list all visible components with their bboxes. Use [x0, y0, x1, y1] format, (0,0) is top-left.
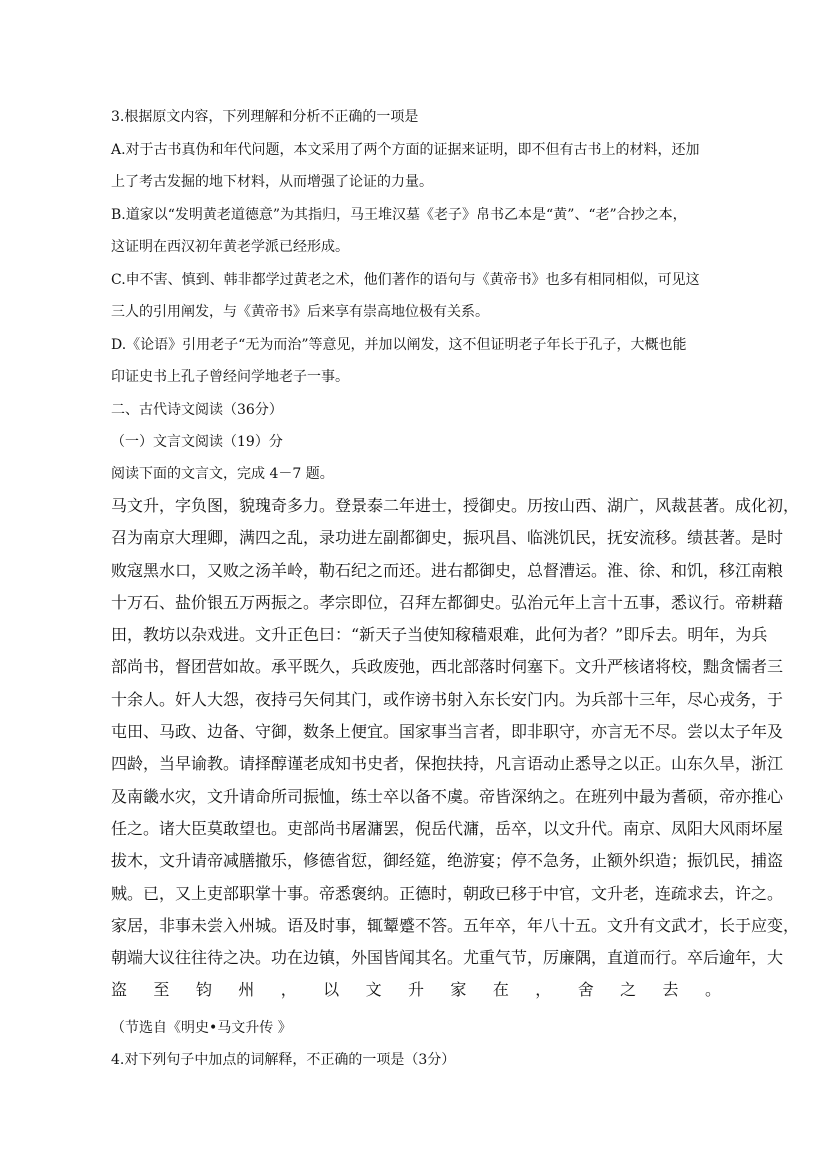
passage-line: 盗至钧州，以文升家在，舍之去。	[111, 980, 721, 1000]
reading-instruction: 阅读下面的文言文，完成 4－7 题。	[111, 466, 334, 482]
passage-line: 朝端大议往往待之决。功在边镇，外国皆闻其名。尤重气节，厉廉隅，直道而行。卒后逾年，大	[111, 948, 784, 968]
passage-line: 田，教坊以杂戏进。文升正色曰：“新天子当使知稼穑艰难，此何为者？”即斥去。明年，为兵	[111, 625, 768, 645]
option-a-line-2: 上了考古发掘的地下材料，从而增强了论证的力量。	[111, 174, 433, 190]
passage-line: 四龄，当早谕教。请择醇谨老成知书史者，保抱扶持，凡言语动止悉导之以正。山东久旱，浙江	[111, 754, 784, 774]
question-4-stem: 4.对下列句子中加点的词解释，不正确的一项是（3分）	[111, 1052, 456, 1068]
passage-line: 及南畿水灾，文升请命所司振恤，练士卒以备不虞。帝皆深纳之。在班列中最为耆硕，帝亦推心	[111, 786, 784, 806]
passage-line: 家居，非事未尝入州城。语及时事，辄颦蹙不答。五年卒，年八十五。文升有文武才，长于应变，	[111, 915, 800, 935]
passage-line: 贼。已，又上吏部职掌十事。帝悉褒纳。正德时，朝政已移于中官，文升老，连疏求去，许之。	[111, 883, 784, 903]
classical-passage	[111, 490, 800, 1007]
passage-line: 拔木，文升请帝减膳撤乐，修德省愆，御经筵，绝游宴；停不急务，止额外织造；振饥民，捕盗	[111, 851, 784, 871]
passage-line: 召为南京大理卿，满四之乱，录功进左副都御史，振巩昌、临洮饥民，抚安流移。绩甚著。是时	[111, 528, 784, 548]
passage-line: 十万石、盐价银五万两振之。孝宗即位，召拜左都御史。弘治元年上言十五事，悉议行。帝耕藉	[111, 592, 784, 612]
option-c-line-2: 三人的引用阐发，与《黄帝书》后来享有崇高地位极有关系。	[111, 304, 489, 320]
option-d-line-2: 印证史书上孔子曾经问学地老子一事。	[111, 369, 349, 385]
passage-line: 任之。诸大臣莫敢望也。吏部尚书屠滽罢，倪岳代滽，岳卒，以文升代。南京、凤阳大风雨坏屋	[111, 818, 784, 838]
option-b-line-1: B.道家以“发明黄老道德意”为其指归，马王堆汉墓《老子》帛书乙本是“黄”、“老”合抄之本，	[111, 207, 687, 223]
passage-source: （节选自《明史•马文升传 》	[111, 1020, 292, 1036]
passage-line: 部尚书，督团营如故。承平既久，兵政废弛，西北部落时伺塞下。文升严核诸将校，黜贪懦者三	[111, 657, 784, 677]
option-b-line-2: 这证明在西汉初年黄老学派已经形成。	[111, 239, 349, 255]
option-c-line-1: C.申不害、慎到、韩非都学过黄老之术，他们著作的语句与《黄帝书》也多有相同相似，可见这	[111, 272, 700, 288]
subsection-heading: （一）文言文阅读（19）分	[111, 434, 283, 450]
passage-line: 屯田、马政、边备、守御，数条上便宜。国家事当言者，即非职守，亦言无不尽。尝以太子年及	[111, 722, 784, 742]
passage-line: 马文升，字负图，貌瑰奇多力。登景泰二年进士，授御史。历按山西、湖广，风裁甚著。成化初，	[111, 496, 800, 515]
section-heading: 二、古代诗文阅读（36分）	[111, 402, 283, 418]
option-a-line-1: A.对于古书真伪和年代问题，本文采用了两个方面的证据来证明，即不但有古书上的材料，还加	[111, 142, 700, 158]
question-3-stem: 3.根据原文内容，下列理解和分析不正确的一项是	[111, 109, 419, 125]
passage-line: 十余人。奸人大怨，夜持弓矢伺其门，或作谤书射入东长安门内。为兵部十三年，尽心戎务，于	[111, 689, 784, 709]
passage-line: 败寇黑水口，又败之汤羊岭，勒石纪之而还。进右都御史，总督漕运。淮、徐、和饥，移江南粮	[111, 560, 784, 580]
option-d-line-1: D.《论语》引用老子“无为而治”等意见，并加以阐发，这不但证明老子年长于孔子，大概也能	[111, 337, 687, 353]
